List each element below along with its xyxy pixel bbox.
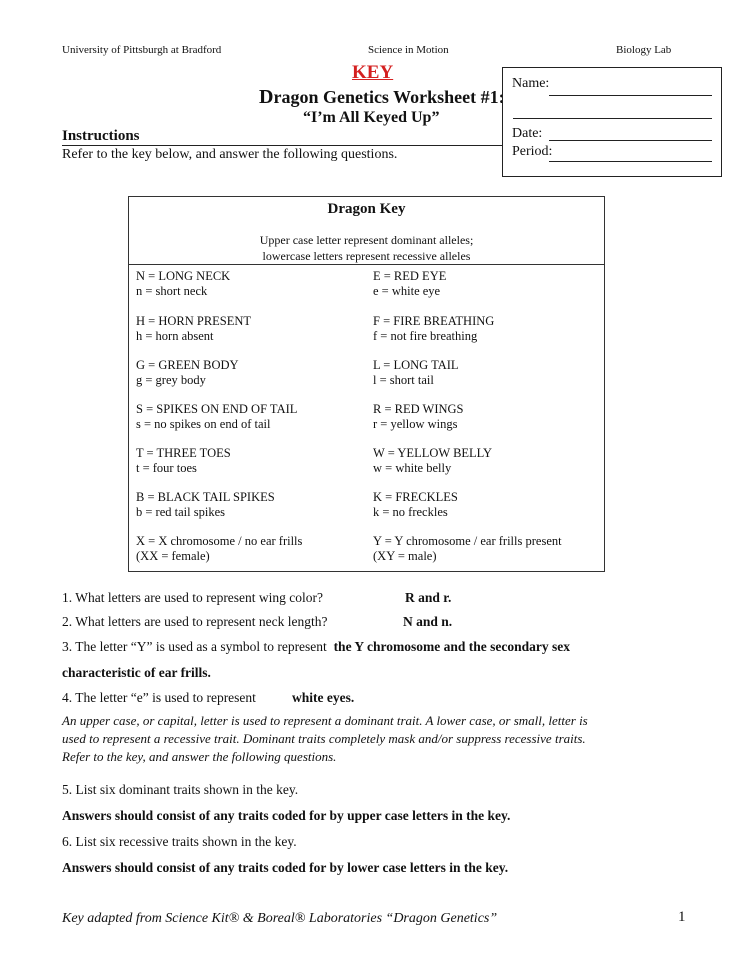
allele-dominant: W = YELLOW BELLY bbox=[373, 446, 493, 460]
allele-recessive: e = white eye bbox=[373, 284, 441, 298]
explanation-line-1: An upper case, or capital, letter is used to represent a dominant trait. A lower case, or small, letter is bbox=[62, 713, 588, 728]
period-line[interactable] bbox=[549, 161, 712, 162]
allele-recessive: f = not fire breathing bbox=[373, 329, 478, 343]
allele-dominant: H = HORN PRESENT bbox=[136, 314, 252, 328]
worksheet-subtitle: “I’m All Keyed Up” bbox=[303, 109, 440, 126]
question-4-text: 4. The letter “e” is used to represent bbox=[62, 690, 256, 705]
key-cell-freckles bbox=[373, 490, 458, 520]
question-5-answer: Answers should consist of any traits coded for by upper case letters in the key. bbox=[62, 808, 511, 823]
question-4 bbox=[62, 690, 256, 706]
question-1-text: 1. What letters are used to represent wing color? bbox=[62, 590, 324, 605]
period-label: Period: bbox=[512, 144, 553, 159]
question-4-answer: white eyes. bbox=[292, 690, 355, 705]
allele-recessive: n = short neck bbox=[136, 284, 208, 298]
page-number: 1 bbox=[678, 909, 686, 925]
key-cell-belly bbox=[373, 446, 492, 476]
question-5: 5. List six dominant traits shown in the key. bbox=[62, 782, 299, 797]
question-2 bbox=[62, 614, 328, 630]
instructions-rule bbox=[62, 145, 502, 146]
key-cell-spikes bbox=[136, 402, 297, 432]
allele-dominant: X = X chromosome / no ear frills bbox=[136, 534, 303, 548]
allele-dominant: T = THREE TOES bbox=[136, 446, 231, 460]
key-cell-tail bbox=[373, 358, 459, 388]
allele-recessive: (XX = female) bbox=[136, 549, 210, 563]
allele-recessive: w = white belly bbox=[373, 461, 452, 475]
title-rest: ragon Genetics Worksheet #1: bbox=[273, 87, 505, 107]
question-1 bbox=[62, 590, 323, 606]
key-cell-toes bbox=[136, 446, 231, 476]
question-3-answer-line-1: the Y chromosome and the secondary sex bbox=[333, 639, 571, 654]
header-institution: University of Pittsburgh at Bradford bbox=[62, 44, 222, 56]
question-1-answer: R and r. bbox=[405, 590, 452, 605]
name-label: Name: bbox=[512, 76, 550, 91]
key-cell-x-chromosome bbox=[136, 534, 302, 564]
allele-dominant: Y = Y chromosome / ear frills present bbox=[373, 534, 562, 548]
key-cell-y-chromosome bbox=[373, 534, 562, 564]
allele-dominant: F = FIRE BREATHING bbox=[373, 314, 495, 328]
instructions-heading: Instructions bbox=[62, 128, 140, 144]
allele-dominant: S = SPIKES ON END OF TAIL bbox=[136, 402, 298, 416]
header-course: Biology Lab bbox=[616, 44, 672, 56]
date-line[interactable] bbox=[549, 140, 712, 141]
footer-credit: Key adapted from Science Kit® & Boreal® Laboratories “Dragon Genetics” bbox=[62, 911, 498, 926]
dragon-key-table bbox=[128, 196, 605, 572]
question-6: 6. List six recessive traits shown in the key. bbox=[62, 834, 297, 849]
allele-recessive: l = short tail bbox=[373, 373, 434, 387]
allele-dominant: L = LONG TAIL bbox=[373, 358, 459, 372]
allele-dominant: K = FRECKLES bbox=[373, 490, 458, 504]
allele-recessive: (XY = male) bbox=[373, 549, 437, 563]
allele-dominant: R = RED WINGS bbox=[373, 402, 464, 416]
key-cell-fire bbox=[373, 314, 494, 344]
key-cell-body bbox=[136, 358, 239, 388]
question-2-answer: N and n. bbox=[403, 614, 453, 629]
allele-recessive: b = red tail spikes bbox=[136, 505, 225, 519]
question-3-answer-line-2: characteristic of ear frills. bbox=[62, 665, 211, 680]
allele-dominant: G = GREEN BODY bbox=[136, 358, 239, 372]
date-label: Date: bbox=[512, 126, 543, 141]
allele-recessive: k = no freckles bbox=[373, 505, 448, 519]
dragon-key-divider bbox=[129, 264, 604, 265]
title-drop-cap: D bbox=[259, 86, 274, 108]
allele-recessive: h = horn absent bbox=[136, 329, 214, 343]
worksheet-title bbox=[259, 86, 505, 109]
name-line-2[interactable] bbox=[513, 118, 712, 119]
allele-recessive: r = yellow wings bbox=[373, 417, 458, 431]
allele-recessive: g = grey body bbox=[136, 373, 206, 387]
key-cell-eye bbox=[373, 269, 446, 299]
header-program: Science in Motion bbox=[368, 44, 449, 56]
allele-dominant: E = RED EYE bbox=[373, 269, 447, 283]
key-label: KEY bbox=[352, 62, 394, 83]
question-3-text: 3. The letter “Y” is used as a symbol to represent bbox=[62, 639, 327, 654]
key-cell-tail-spikes bbox=[136, 490, 275, 520]
allele-dominant: N = LONG NECK bbox=[136, 269, 231, 283]
question-3 bbox=[62, 639, 570, 655]
dragon-key-title: Dragon Key bbox=[327, 201, 406, 217]
allele-recessive: s = no spikes on end of tail bbox=[136, 417, 271, 431]
dragon-key-note-line-2: lowercase letters represent recessive alleles bbox=[262, 249, 471, 263]
allele-recessive: t = four toes bbox=[136, 461, 197, 475]
explanation-line-2: used to represent a recessive trait. Dominant traits completely mask and/or suppress recessive traits. bbox=[62, 731, 586, 746]
key-cell-horn bbox=[136, 314, 251, 344]
question-2-text: 2. What letters are used to represent neck length? bbox=[62, 614, 328, 629]
key-cell-neck bbox=[136, 269, 230, 299]
allele-dominant: B = BLACK TAIL SPIKES bbox=[136, 490, 275, 504]
name-line-1[interactable] bbox=[549, 95, 712, 96]
student-info-box bbox=[502, 67, 722, 177]
explanation-line-3: Refer to the key, and answer the following questions. bbox=[62, 749, 337, 764]
question-6-answer: Answers should consist of any traits coded for by lower case letters in the key. bbox=[62, 860, 509, 875]
dragon-key-note-line-1: Upper case letter represent dominant alleles; bbox=[259, 233, 474, 247]
key-cell-wings bbox=[373, 402, 464, 432]
instructions-text: Refer to the key below, and answer the following questions. bbox=[62, 147, 398, 162]
